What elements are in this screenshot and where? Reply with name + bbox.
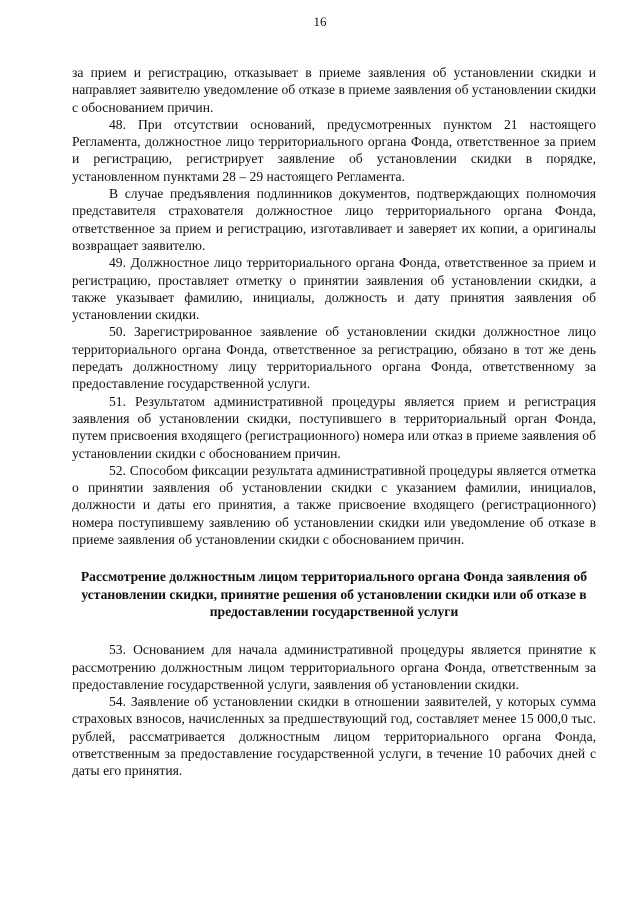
paragraph-continuation: за прием и регистрацию, отказывает в приеме заявления об установлении скидки и направляет заявителю уведомление об отказе в приеме заявления об установлении скидки с обоснованием причин. [72, 65, 596, 115]
paragraph-48: 48. При отсутствии оснований, предусмотренных пунктом 21 настоящего Регламента, должностное лицо территориального органа Фонда, ответственное за прием и регистрацию, регистрирует заявление об установлении скидки в порядке, установленном пунктами 28 – 29 настоящего Регламента. [72, 116, 596, 184]
paragraph-49: 49. Должностное лицо территориального органа Фонда, ответственное за прием и регистрацию, проставляет отметку о принятии заявления об установлении скидки, а также указывает фамилию, инициалы, должность и дату принятия заявления об установлении скидки. [72, 255, 596, 323]
paragraph-53: 53. Основанием для начала административной процедуры является принятие к рассмотрению должностным лицом территориального органа Фонда, ответственным за предоставление государственной услуги, заявления об установлении скидки. [72, 642, 596, 692]
paragraph-50: 50. Зарегистрированное заявление об установлении скидки должностное лицо территориального органа Фонда, ответственное за регистрацию, обязано в тот же день передать должностному лицу территориального органа Фонда, ответственному за предоставление государственной услуги. [72, 324, 596, 392]
page-number: 16 [313, 14, 327, 29]
document-body [72, 64, 596, 780]
paragraph-52: 52. Способом фиксации результата административной процедуры является отметка о принятии заявления об установлении скидки с указанием фамилии, инициалов, должности и даты его принятия, а также присвоение входящего (регистрационного) номера поступившему заявлению об установлении скидки или уведомление об отказе в приеме заявления об установлении скидки с обоснованием причин. [72, 462, 596, 548]
paragraph-54: 54. Заявление об установлении скидки в отношении заявителей, у которых сумма страховых взносов, начисленных за предшествующий год, составляет менее 15 000,0 тыс. рублей, рассматривается должностным лицом территориального органа Фонда, ответственным за предоставление государственной услуги, в течение 10 рабочих дней с даты его принятия. [72, 694, 596, 779]
paragraph-51: 51. Результатом административной процедуры является прием и регистрация заявления об установлении скидки, поступившего в территориальный орган Фонда, путем присвоения входящего (регистрационного) номера или отказ в приеме заявления об установлении скидки с обоснованием причин. [72, 393, 597, 461]
section-heading: Рассмотрение должностным лицом территориального органа Фонда заявления об установлении скидки, принятие решения об установлении скидки или об отказе в предоставлении государственной услуги [80, 569, 588, 619]
paragraph-48-documents: В случае предъявления подлинников документов, подтверждающих полномочия представителя страхователя должностное лицо территориального органа Фонда, ответственное за прием и регистрацию, изготавливает и заверяет их копии, а оригиналы возвращает заявителю. [72, 186, 596, 253]
